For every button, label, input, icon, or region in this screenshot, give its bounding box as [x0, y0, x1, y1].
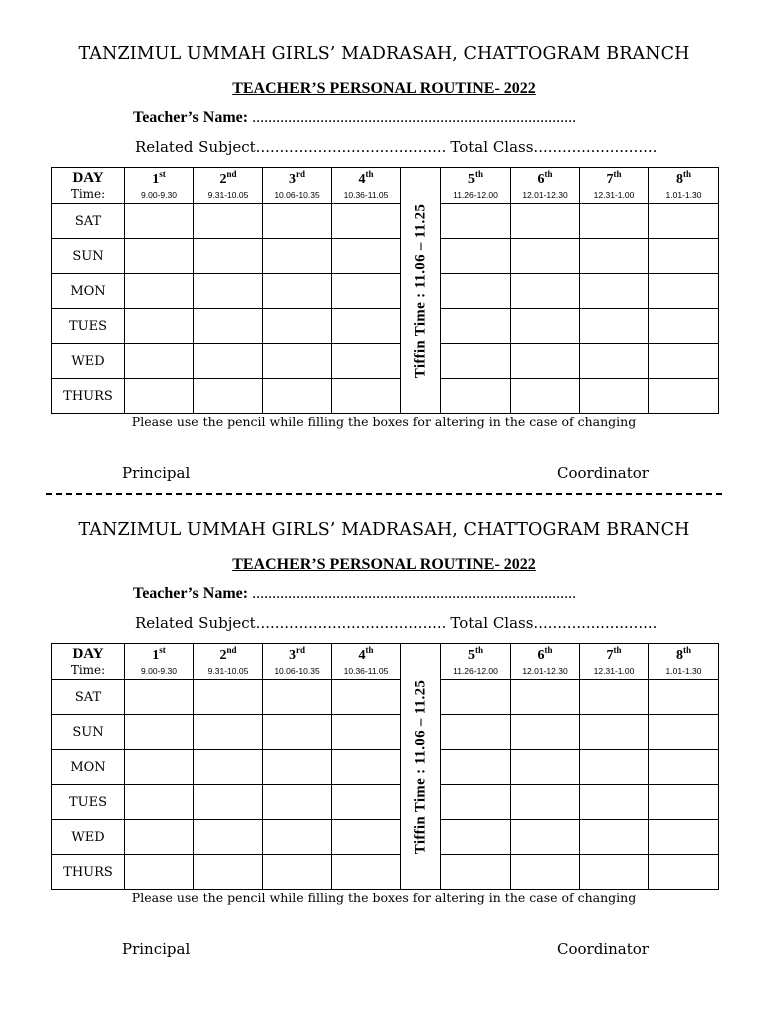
time-header: Time: — [70, 663, 106, 677]
schedule-cell[interactable] — [332, 309, 401, 344]
period-time: 1.01-1.30 — [665, 189, 702, 200]
schedule-cell[interactable] — [194, 715, 263, 750]
schedule-cell[interactable] — [649, 204, 719, 239]
schedule-cell[interactable] — [441, 855, 511, 890]
schedule-cell[interactable] — [511, 680, 580, 715]
schedule-cell[interactable] — [332, 820, 401, 855]
period-number: 5th — [467, 168, 483, 187]
schedule-cell[interactable] — [125, 680, 194, 715]
schedule-cell[interactable] — [194, 344, 263, 379]
schedule-cell[interactable] — [511, 344, 580, 379]
period-time: 11.26-12.00 — [453, 665, 498, 676]
schedule-cell[interactable] — [125, 715, 194, 750]
schedule-cell[interactable] — [511, 820, 580, 855]
schedule-cell[interactable] — [441, 344, 511, 379]
schedule-cell[interactable] — [580, 239, 649, 274]
schedule-cell[interactable] — [194, 309, 263, 344]
routine-form-top — [0, 0, 768, 482]
period-header-2 — [194, 644, 263, 680]
schedule-cell[interactable] — [263, 750, 332, 785]
school-name: TANZIMUL UMMAH GIRLS’ MADRASAH, CHATTOGRAM BRANCH — [78, 44, 690, 64]
schedule-cell[interactable] — [441, 309, 511, 344]
schedule-cell[interactable] — [125, 204, 194, 239]
schedule-cell[interactable] — [125, 785, 194, 820]
schedule-cell[interactable] — [441, 379, 511, 414]
schedule-cell[interactable] — [441, 680, 511, 715]
subject-line — [135, 138, 657, 156]
coordinator-signature: Coordinator — [557, 464, 649, 482]
schedule-cell[interactable] — [441, 204, 511, 239]
day-label: WED — [52, 344, 125, 379]
period-number: 6th — [537, 168, 553, 187]
schedule-cell[interactable] — [263, 309, 332, 344]
period-number: 2nd — [219, 168, 237, 187]
schedule-cell[interactable] — [511, 239, 580, 274]
schedule-cell[interactable] — [332, 344, 401, 379]
schedule-cell[interactable] — [263, 239, 332, 274]
pencil-note: Please use the pencil while filling the boxes for altering in the case of changing — [131, 414, 637, 429]
period-header-1 — [125, 644, 194, 680]
schedule-cell[interactable] — [580, 785, 649, 820]
schedule-cell[interactable] — [332, 204, 401, 239]
day-label: THURS — [52, 379, 125, 414]
period-time: 9.31-10.05 — [207, 665, 249, 676]
schedule-cell[interactable] — [580, 855, 649, 890]
schedule-cell[interactable] — [125, 379, 194, 414]
period-number: 2nd — [219, 644, 237, 663]
day-label: MON — [52, 750, 125, 785]
period-header-5 — [441, 644, 511, 680]
day-row — [52, 379, 719, 414]
related-subject-field: Related Subject........................................ — [135, 138, 447, 156]
day-row — [52, 274, 719, 309]
schedule-cell[interactable] — [194, 379, 263, 414]
principal-signature: Principal — [122, 464, 191, 482]
period-time: 9.00-9.30 — [141, 189, 177, 200]
schedule-cell[interactable] — [263, 379, 332, 414]
day-row — [52, 239, 719, 274]
schedule-cell[interactable] — [263, 715, 332, 750]
period-time: 9.00-9.30 — [141, 665, 177, 676]
schedule-cell[interactable] — [580, 309, 649, 344]
schedule-cell[interactable] — [125, 820, 194, 855]
schedule-cell[interactable] — [511, 274, 580, 309]
period-number: 7th — [606, 644, 622, 663]
schedule-cell[interactable] — [511, 379, 580, 414]
day-row — [52, 855, 719, 890]
schedule-cell[interactable] — [580, 344, 649, 379]
principal-signature: Principal — [122, 940, 191, 958]
period-time: 12.01-12.30 — [522, 189, 568, 200]
day-row — [52, 715, 719, 750]
period-header-8 — [649, 644, 719, 680]
period-number: 1st — [152, 644, 166, 663]
schedule-cell[interactable] — [332, 274, 401, 309]
period-header-7 — [580, 168, 649, 204]
period-number: 6th — [537, 644, 553, 663]
period-header-3 — [263, 644, 332, 680]
schedule-cell[interactable] — [125, 309, 194, 344]
schedule-cell[interactable] — [194, 855, 263, 890]
schedule-cell[interactable] — [580, 820, 649, 855]
schedule-cell[interactable] — [332, 239, 401, 274]
routine-title: TEACHER’S PERSONAL ROUTINE- 2022 — [232, 80, 536, 97]
schedule-cell[interactable] — [649, 344, 719, 379]
period-number: 4th — [358, 168, 374, 187]
schedule-cell[interactable] — [332, 785, 401, 820]
day-time-header — [52, 644, 125, 680]
schedule-cell[interactable] — [649, 855, 719, 890]
schedule-cell[interactable] — [511, 309, 580, 344]
period-time: 1.01-1.30 — [665, 665, 702, 676]
period-header-1 — [125, 168, 194, 204]
schedule-cell[interactable] — [511, 855, 580, 890]
total-class-field: Total Class.......................... — [450, 614, 658, 632]
subject-line — [135, 614, 657, 632]
schedule-cell[interactable] — [580, 204, 649, 239]
schedule-cell[interactable] — [332, 855, 401, 890]
schedule-cell[interactable] — [580, 750, 649, 785]
schedule-cell[interactable] — [441, 239, 511, 274]
schedule-cell[interactable] — [194, 785, 263, 820]
day-label: TUES — [52, 309, 125, 344]
coordinator-signature: Coordinator — [557, 940, 649, 958]
period-header-5 — [441, 168, 511, 204]
period-header-3 — [263, 168, 332, 204]
related-subject-field: Related Subject........................................ — [135, 614, 447, 632]
day-row — [52, 750, 719, 785]
schedule-cell[interactable] — [125, 750, 194, 785]
day-time-header — [52, 168, 125, 204]
day-label: THURS — [52, 855, 125, 890]
schedule-cell[interactable] — [332, 680, 401, 715]
school-name: TANZIMUL UMMAH GIRLS’ MADRASAH, CHATTOGRAM BRANCH — [78, 520, 690, 540]
schedule-cell[interactable] — [441, 820, 511, 855]
period-time: 12.31-1.00 — [593, 665, 635, 676]
schedule-cell[interactable] — [649, 785, 719, 820]
schedule-cell[interactable] — [194, 750, 263, 785]
schedule-cell[interactable] — [649, 239, 719, 274]
schedule-cell[interactable] — [263, 274, 332, 309]
teacher-name-blank: ................................................................................. — [248, 585, 577, 602]
schedule-cell[interactable] — [263, 820, 332, 855]
day-header: DAY — [72, 170, 104, 186]
day-label: SAT — [52, 680, 125, 715]
day-row — [52, 204, 719, 239]
period-number: 1st — [152, 168, 166, 187]
schedule-cell[interactable] — [194, 274, 263, 309]
routine-table — [51, 643, 719, 890]
day-header: DAY — [72, 646, 104, 662]
schedule-cell[interactable] — [263, 204, 332, 239]
schedule-cell[interactable] — [441, 785, 511, 820]
day-label: SUN — [52, 239, 125, 274]
period-header-6 — [511, 644, 580, 680]
total-class-field: Total Class.......................... — [450, 138, 658, 156]
schedule-cell[interactable] — [649, 274, 719, 309]
schedule-cell[interactable] — [194, 204, 263, 239]
schedule-cell[interactable] — [263, 785, 332, 820]
schedule-cell[interactable] — [649, 680, 719, 715]
schedule-cell[interactable] — [441, 715, 511, 750]
period-number: 5th — [467, 644, 483, 663]
schedule-cell[interactable] — [194, 680, 263, 715]
schedule-cell[interactable] — [194, 239, 263, 274]
period-time: 9.31-10.05 — [207, 189, 249, 200]
period-header-4 — [332, 168, 401, 204]
day-label: TUES — [52, 785, 125, 820]
period-time: 10.06-10.35 — [274, 665, 320, 676]
schedule-cell[interactable] — [511, 715, 580, 750]
period-header-6 — [511, 168, 580, 204]
time-header: Time: — [70, 187, 106, 201]
day-row — [52, 785, 719, 820]
schedule-cell[interactable] — [125, 855, 194, 890]
schedule-cell[interactable] — [194, 820, 263, 855]
routine-table — [51, 167, 719, 414]
schedule-cell[interactable] — [263, 344, 332, 379]
schedule-cell[interactable] — [649, 750, 719, 785]
day-label: SUN — [52, 715, 125, 750]
routine-form-bottom — [0, 476, 768, 958]
teacher-name-line — [133, 585, 576, 603]
period-time: 10.06-10.35 — [274, 189, 320, 200]
period-header-8 — [649, 168, 719, 204]
schedule-cell[interactable] — [332, 379, 401, 414]
day-label: MON — [52, 274, 125, 309]
schedule-cell[interactable] — [580, 379, 649, 414]
schedule-cell[interactable] — [580, 274, 649, 309]
pencil-note: Please use the pencil while filling the boxes for altering in the case of changing — [131, 890, 637, 905]
schedule-cell[interactable] — [649, 379, 719, 414]
schedule-cell[interactable] — [511, 750, 580, 785]
period-number: 8th — [675, 168, 691, 187]
schedule-cell[interactable] — [580, 715, 649, 750]
teacher-name-label: Teacher’s Name: — [133, 109, 249, 126]
teacher-name-blank: ................................................................................. — [248, 109, 577, 126]
period-number: 4th — [358, 644, 374, 663]
teacher-name-line — [133, 109, 576, 127]
teacher-name-label: Teacher’s Name: — [133, 585, 249, 602]
tiffin-time: Tiffin Time : 11.06 – 11.25 — [412, 679, 428, 854]
period-time: 10.36-11.05 — [343, 189, 389, 200]
schedule-cell[interactable] — [263, 855, 332, 890]
schedule-cell[interactable] — [649, 309, 719, 344]
cut-line-divider — [46, 493, 722, 495]
schedule-cell[interactable] — [125, 344, 194, 379]
period-time: 12.31-1.00 — [593, 189, 635, 200]
schedule-cell[interactable] — [511, 204, 580, 239]
day-row — [52, 820, 719, 855]
day-label: WED — [52, 820, 125, 855]
period-number: 7th — [606, 168, 622, 187]
period-time: 12.01-12.30 — [522, 665, 568, 676]
period-number: 3rd — [289, 168, 305, 187]
schedule-cell[interactable] — [649, 715, 719, 750]
schedule-cell[interactable] — [332, 750, 401, 785]
schedule-cell[interactable] — [125, 239, 194, 274]
period-header-4 — [332, 644, 401, 680]
tiffin-time: Tiffin Time : 11.06 – 11.25 — [412, 203, 428, 378]
tiffin-break-column — [401, 644, 441, 890]
schedule-cell[interactable] — [263, 680, 332, 715]
schedule-cell[interactable] — [441, 274, 511, 309]
period-header-7 — [580, 644, 649, 680]
routine-title: TEACHER’S PERSONAL ROUTINE- 2022 — [232, 556, 536, 573]
period-time: 10.36-11.05 — [343, 665, 389, 676]
schedule-cell[interactable] — [332, 715, 401, 750]
tiffin-break-column — [401, 168, 441, 414]
period-time: 11.26-12.00 — [453, 189, 498, 200]
schedule-cell[interactable] — [649, 820, 719, 855]
period-number: 8th — [675, 644, 691, 663]
day-row — [52, 309, 719, 344]
period-header-2 — [194, 168, 263, 204]
period-number: 3rd — [289, 644, 305, 663]
schedule-cell[interactable] — [580, 680, 649, 715]
day-label: SAT — [52, 204, 125, 239]
schedule-cell[interactable] — [441, 750, 511, 785]
day-row — [52, 680, 719, 715]
day-row — [52, 344, 719, 379]
schedule-cell[interactable] — [511, 785, 580, 820]
schedule-cell[interactable] — [125, 274, 194, 309]
